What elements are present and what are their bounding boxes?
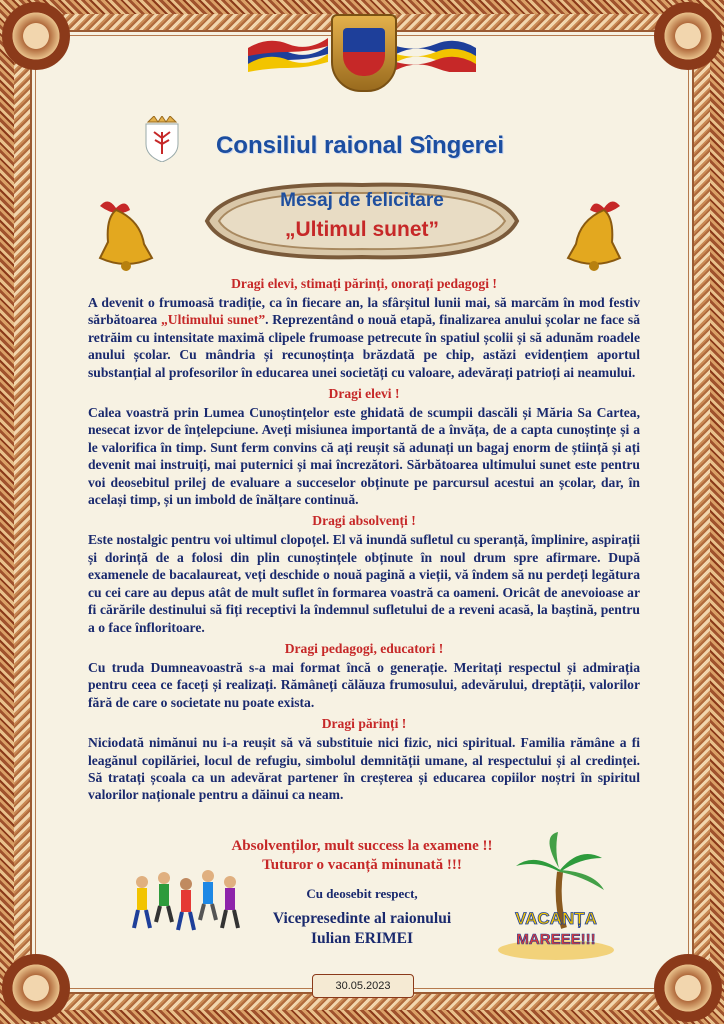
svg-text:MAREEE!!!: MAREEE!!! — [516, 931, 596, 948]
corner-ornament-icon — [654, 954, 722, 1022]
tricolor-flag-icon — [248, 38, 328, 72]
banner-title: Mesaj de felicitare — [280, 190, 444, 211]
bell-icon — [86, 196, 158, 276]
bell-icon — [562, 196, 634, 276]
highlight-text: „Ultimului sunet” — [160, 312, 266, 328]
corner-ornament-icon — [2, 954, 70, 1022]
letter-body — [88, 273, 640, 806]
section-heading: Dragi părinți ! — [321, 716, 407, 732]
section-heading: Dragi absolvenți ! — [312, 513, 416, 529]
section-paragraph: Calea voastră prin Lumea Cunoștințelor este ghidată de scumpii dascăli și Măria Sa Cartea, nesecat izvor de înțelepciune. Aveți misiunea importantă de a învăța, de a capta cunoștințe și a le valorifica în timp. Sunt ferm convins că ați reușit să adunați un bagaj enorm de știință și ați devenit mai instruiți, mai puternici și mai încrezători. Sărbătoarea ultimului sunet este pentru voi deosebitul prilej de evaluare a succeselor obținute pe parcursul acestui an școlar, dar, în același timp, și un imbold de înălțare continuă. — [88, 405, 640, 508]
palm-tree-icon — [494, 832, 618, 962]
corner-ornament-icon — [2, 2, 70, 70]
tricolor-flag-icon — [396, 38, 476, 72]
coat-of-arms-icon — [331, 14, 397, 92]
section-paragraph: Este nostalgic pentru voi ultimul clopoțel. El vă inundă sufletul cu speranță, împlinire, aspirații și dorință de a folosi din plin cunoștințele obținute în noul drum spre afirmare. După examenele de bacalaureat, veți deschide o nouă pagină a vieții, vă îndem să nu perdeți legătura cu cei care au depus atât de mult suflet în formarea voastră ca oameni. Oricât de anevoioase ar fi cărările destinului să fiți receptivi la îndemnul sufletului de a reveni acasă, la baștină, pentru a o face înfloritoare. — [88, 532, 640, 635]
signature-greeting: Cu deosebit respect, — [306, 886, 418, 901]
signature-name: Iulian ERIMEI — [310, 930, 414, 947]
section-heading: Dragi pedagogi, educatori ! — [284, 640, 444, 656]
closing-line: Absolvenților, mult success la examene !! — [231, 838, 493, 854]
closing-line: Tuturor o vacanță minunată !!! — [262, 857, 462, 873]
council-title: Consiliul raional Sîngerei — [215, 132, 505, 159]
date-label: 30.05.2023 — [312, 974, 414, 998]
svg-text:VACANȚA: VACANȚA — [515, 909, 597, 928]
signature-role: Vicepresedinte al raionului — [272, 910, 452, 927]
section-paragraph: Cu truda Dumneavoastră s-a mai format încă o generație. Meritați respectul și admirația pentru ceea ce faceți și realizați. Rămâneți călăuza frumosului, adevărului, dreptății, valorilor fără de care o societate nu poate exista. — [88, 659, 640, 710]
section-paragraph: Niciodată nimănui nu i-a reușit să vă substituie nici fizic, nici spiritual. Familia rămâne a fi leagănul copilăriei, locul de refugiu, simbolul demnității umane, al respectului și al credinței. Să tratați școala ca un adevărat partener în creșterea și educarea copiilor noștri în spiritul valorilor naționale pentru a dăinui ca neam. — [88, 735, 640, 803]
corner-ornament-icon — [654, 2, 722, 70]
section-paragraph: A devenit o frumoasă tradiție, ca în fiecare an, la sfârșitul lunii mai, să marcăm în mod festiv sărbătoarea „Ultimului sunet”. Reprezentând o nouă etapă, finalizarea anului școlar ne face să retrăim cu intensitate maximă clipele frumoase petrecute în spatiul școlii și să adunăm roadele anului școlar. Cu mândria și recunoștința brăzdată pe chip, astăzi evidențiem aportul substanțial al profesorilor în educarea unei societăți cu valoare, adevărați patrioți ai neamului. — [88, 295, 641, 380]
section-heading: Dragi elevi, stimați părinți, onorați pedagogi ! — [231, 276, 497, 291]
kids-jumping-icon — [128, 868, 248, 948]
banner-subtitle: „Ultimul sunet” — [284, 218, 439, 241]
section-heading: Dragi elevi ! — [328, 386, 400, 402]
